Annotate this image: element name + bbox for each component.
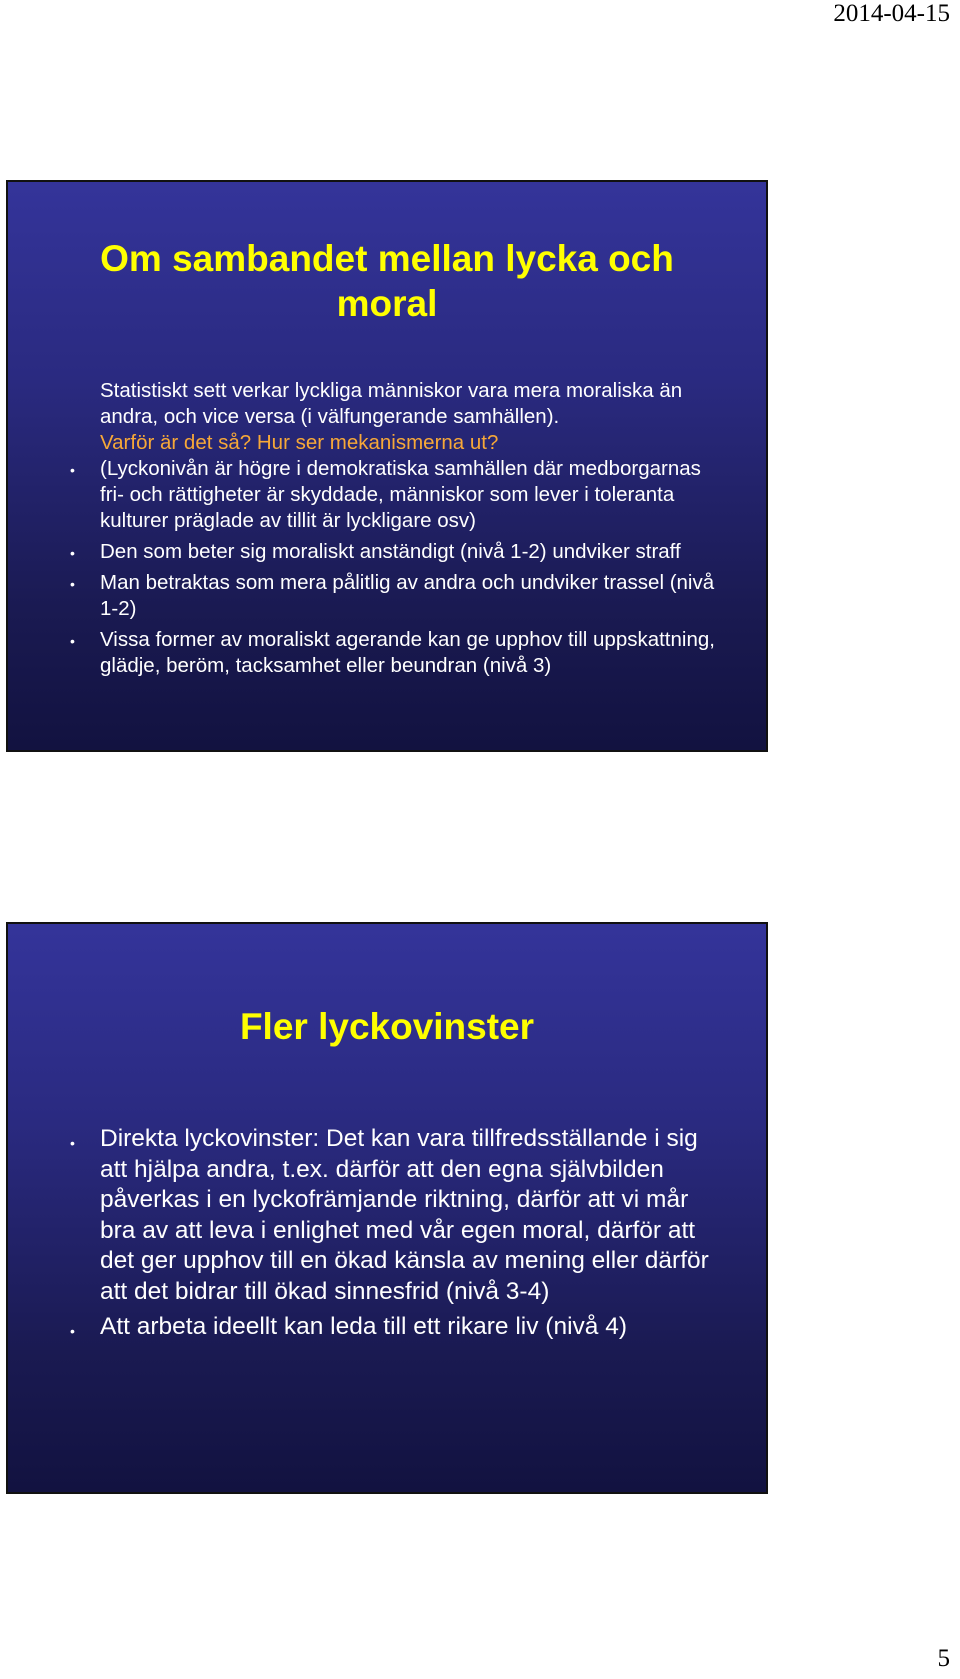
title-line: Om sambandet mellan lycka och [100, 238, 674, 279]
page-number: 5 [937, 1645, 950, 1672]
intro-question: Varför är det så? Hur ser mekanismerna ut? [100, 431, 499, 454]
bullet-text: Vissa former av moraliskt agerande kan ge upphov till uppskattning, glädje, beröm, tacksamhet eller beundran (nivå 3) [100, 628, 715, 677]
slide-title [48, 236, 726, 326]
bullet-item [70, 627, 730, 679]
bullet-item [70, 570, 730, 622]
bullet-text: Att arbeta ideellt kan leda till ett rikare liv (nivå 4) [100, 1313, 627, 1340]
slide-body [70, 378, 730, 679]
bullet-dot-icon: • [70, 462, 75, 478]
title-line: moral [336, 283, 438, 324]
bullet-text: Man betraktas som mera pålitlig av andra och undviker trassel (nivå 1-2) [100, 571, 715, 620]
bullet-text: Den som beter sig moraliskt anständigt (nivå 1-2) undviker straff [100, 540, 681, 563]
bullet-dot-icon: • [70, 576, 75, 592]
bullet-item [70, 456, 730, 534]
slide-title: Fler lyckovinster [239, 1006, 535, 1047]
bullet-dot-icon: • [70, 1135, 75, 1151]
bullet-dot-icon: • [70, 1323, 75, 1339]
slide-moral-happiness [6, 180, 768, 752]
bullet-item [70, 1124, 730, 1307]
slide-more-happiness-gains [6, 922, 768, 1494]
bullet-text: Direkta lyckovinster: Det kan vara tillfredsställande i sig att hjälpa andra, t.ex. därför att den egna självbilden påverkas i en lyckofrämjande riktning, därför att vi mår bra av att leva i enlighet med vår egen moral, därför att det ger upphov till en ökad känsla av mening eller därför att det bidrar till ökad sinnesfrid (nivå 3-4) [100, 1125, 709, 1305]
page-date: 2014-04-15 [833, 0, 950, 27]
slide-body [70, 1124, 730, 1343]
bullet-item [70, 1312, 730, 1343]
bullet-dot-icon: • [70, 545, 75, 561]
bullet-item [70, 539, 730, 565]
bullet-dot-icon: • [70, 633, 75, 649]
bullet-text: (Lyckonivån är högre i demokratiska samhällen där medborgarnas fri- och rättigheter är skyddade, människor som lever i toleranta kulturer präglade av tillit är lyckligare osv) [100, 457, 701, 532]
intro-text: Statistiskt sett verkar lyckliga människor vara mera moraliska än andra, och vice versa (i välfungerande samhällen). [100, 379, 683, 428]
